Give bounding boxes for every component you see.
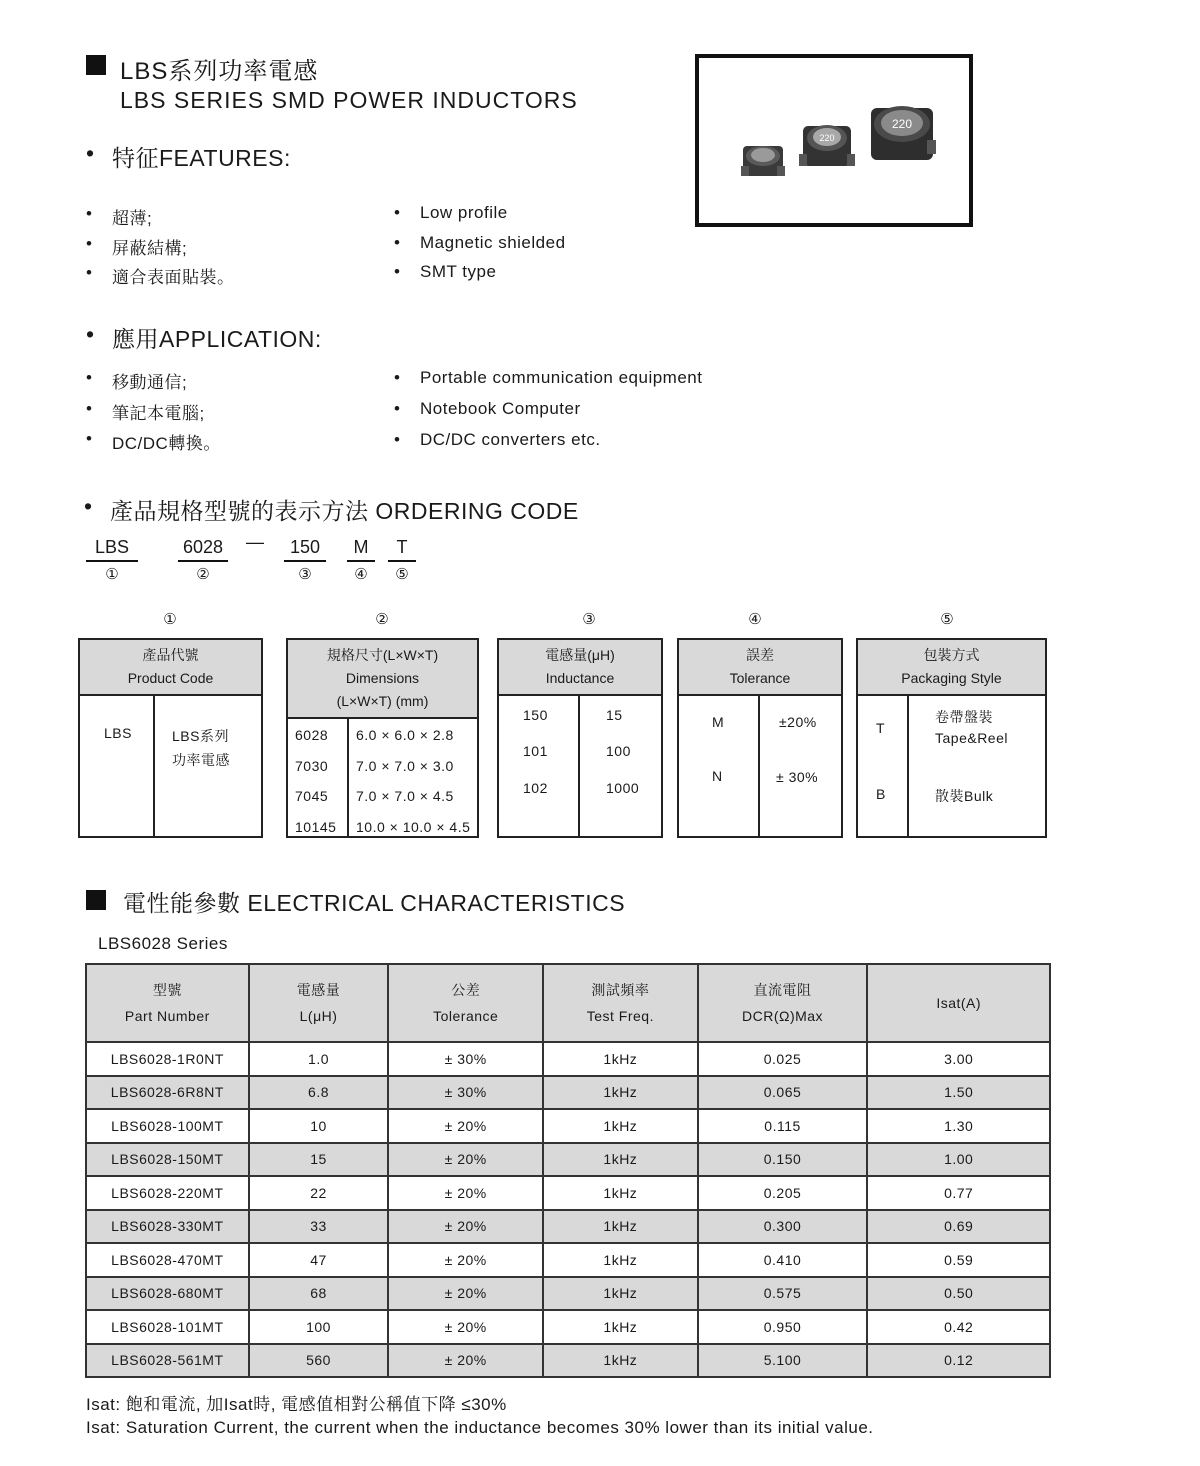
feature-cn-item: • 超薄; xyxy=(112,204,152,229)
dim-code: 7045 xyxy=(295,788,329,804)
divider xyxy=(907,696,909,836)
table-cell: 0.115 xyxy=(698,1109,868,1143)
marker-1: ① xyxy=(105,566,119,583)
table-cell: 22 xyxy=(249,1176,389,1210)
ordering-dash: — xyxy=(246,532,264,552)
marker-2: ② xyxy=(196,566,210,583)
col-header: 公差 Tolerance xyxy=(388,964,543,1042)
table-cell: 10 xyxy=(249,1109,389,1143)
table-row xyxy=(86,1243,1050,1277)
feature-en-item: • SMT type xyxy=(420,262,496,282)
box-header xyxy=(499,640,661,696)
marker-3: ③ xyxy=(298,566,312,583)
header-en: Product Code xyxy=(127,670,214,686)
divider xyxy=(347,719,349,836)
pack-value-cn: 卷帶盤裝 xyxy=(935,709,993,725)
ind-value: 100 xyxy=(606,743,631,759)
tol-value: ±20% xyxy=(779,714,817,730)
product-code-value: LBS xyxy=(104,725,132,741)
marker-5: ⑤ xyxy=(395,566,409,583)
table-cell: ± 20% xyxy=(388,1344,543,1378)
table-cell: 1kHz xyxy=(543,1109,698,1143)
table-cell: 1kHz xyxy=(543,1210,698,1244)
box-header xyxy=(288,640,477,719)
application-cn-item: • DC/DC轉換。 xyxy=(112,429,221,454)
table-cell: ± 20% xyxy=(388,1143,543,1177)
inductor-photo-graphic xyxy=(699,58,969,223)
table-row xyxy=(86,1076,1050,1110)
page-title-cn: LBS系列功率電感 xyxy=(120,58,319,85)
dim-code: 10145 xyxy=(295,819,337,835)
table-header-row xyxy=(86,964,1050,1042)
packaging-box xyxy=(856,638,1047,838)
table-cell: LBS6028-101MT xyxy=(86,1310,249,1344)
table-row xyxy=(86,1310,1050,1344)
divider xyxy=(758,696,760,836)
table-cell: ± 20% xyxy=(388,1210,543,1244)
electrical-heading: 電性能參數 ELECTRICAL CHARACTERISTICS xyxy=(123,890,626,916)
table-row xyxy=(86,1143,1050,1177)
table-cell: 1kHz xyxy=(543,1310,698,1344)
table-cell: ± 30% xyxy=(388,1076,543,1110)
ind-value: 1000 xyxy=(606,780,640,796)
box-marker-3: ③ xyxy=(582,611,596,628)
header-en: Tolerance xyxy=(729,670,791,686)
ind-code: 101 xyxy=(523,743,548,759)
table-cell: 1.50 xyxy=(867,1076,1050,1110)
inductance-box xyxy=(497,638,663,838)
tol-code: M xyxy=(712,714,725,730)
section-square-icon xyxy=(86,890,106,910)
header-cn: 產品代號 xyxy=(142,647,199,663)
dim-value: 10.0 × 10.0 × 4.5 xyxy=(356,819,471,835)
table-row xyxy=(86,1176,1050,1210)
table-cell: 1kHz xyxy=(543,1344,698,1378)
underline xyxy=(347,560,375,562)
box-header xyxy=(679,640,841,696)
table-row xyxy=(86,1042,1050,1076)
application-heading: • 應用APPLICATION: xyxy=(112,321,322,354)
table-cell: 0.12 xyxy=(867,1344,1050,1378)
table-row xyxy=(86,1210,1050,1244)
ordering-part-3: 150 xyxy=(289,537,321,557)
col-header: 電感量 L(μH) xyxy=(249,964,389,1042)
section-square-icon xyxy=(86,55,106,75)
ordering-heading: • 產品規格型號的表示方法 ORDERING CODE xyxy=(110,493,579,526)
ind-code: 102 xyxy=(523,780,548,796)
marking-large: 220 xyxy=(891,117,913,131)
table-cell: 1.00 xyxy=(867,1143,1050,1177)
dim-value: 7.0 × 7.0 × 3.0 xyxy=(356,758,454,774)
box-header xyxy=(858,640,1045,696)
table-row xyxy=(86,1277,1050,1311)
ind-value: 15 xyxy=(606,707,623,723)
table-cell: 0.205 xyxy=(698,1176,868,1210)
table-cell: 1kHz xyxy=(543,1076,698,1110)
table-cell: 1kHz xyxy=(543,1042,698,1076)
ordering-part-2: 6028 xyxy=(182,537,224,557)
divider xyxy=(578,696,580,836)
table-cell: 0.065 xyxy=(698,1076,868,1110)
box-marker-4: ④ xyxy=(748,611,762,628)
pack-value: 散裝Bulk xyxy=(935,788,994,804)
tol-code: N xyxy=(712,768,723,784)
table-cell: 1.0 xyxy=(249,1042,389,1076)
underline xyxy=(86,560,138,562)
ordering-part-5: T xyxy=(396,537,408,557)
table-cell: 0.69 xyxy=(867,1210,1050,1244)
table-cell: ± 20% xyxy=(388,1176,543,1210)
box-marker-1: ① xyxy=(163,611,177,628)
table-cell: 1kHz xyxy=(543,1277,698,1311)
table-cell: ± 20% xyxy=(388,1277,543,1311)
ordering-part-4: M xyxy=(353,537,369,557)
table-row xyxy=(86,1109,1050,1143)
table-cell: 0.150 xyxy=(698,1143,868,1177)
marker-4: ④ xyxy=(354,566,368,583)
electrical-table xyxy=(85,963,1051,1378)
underline xyxy=(388,560,416,562)
table-cell: 1kHz xyxy=(543,1143,698,1177)
ordering-part-1: LBS xyxy=(94,537,130,557)
table-cell: 68 xyxy=(249,1277,389,1311)
table-cell: LBS6028-220MT xyxy=(86,1176,249,1210)
header-units: (L×W×T) (mm) xyxy=(336,693,429,709)
table-cell: 5.100 xyxy=(698,1344,868,1378)
box-header xyxy=(80,640,261,696)
header-cn: 誤差 xyxy=(746,647,774,663)
table-row xyxy=(86,1344,1050,1378)
table-cell: 0.410 xyxy=(698,1243,868,1277)
table-cell: ± 20% xyxy=(388,1109,543,1143)
col-header: 型號 Part Number xyxy=(86,964,249,1042)
table-cell: LBS6028-470MT xyxy=(86,1243,249,1277)
application-cn-item: • 移動通信; xyxy=(112,368,187,393)
application-en-item: • DC/DC converters etc. xyxy=(420,430,601,450)
table-cell: LBS6028-1R0NT xyxy=(86,1042,249,1076)
dim-value: 7.0 × 7.0 × 4.5 xyxy=(356,788,454,804)
dim-code: 7030 xyxy=(295,758,329,774)
table-cell: LBS6028-100MT xyxy=(86,1109,249,1143)
table-cell: ± 20% xyxy=(388,1310,543,1344)
box-marker-5: ⑤ xyxy=(940,611,954,628)
table-cell: 0.950 xyxy=(698,1310,868,1344)
table-cell: 15 xyxy=(249,1143,389,1177)
table-cell: 47 xyxy=(249,1243,389,1277)
underline xyxy=(284,560,326,562)
table-cell: 1kHz xyxy=(543,1176,698,1210)
header-cn: 規格尺寸(L×W×T) xyxy=(326,647,439,663)
pack-code: T xyxy=(876,720,886,736)
note-en: Isat: Saturation Current, the current when the inductance becomes 30% lower than its initial value. xyxy=(86,1418,874,1437)
tol-value: ± 30% xyxy=(776,769,819,785)
table-cell: 0.59 xyxy=(867,1243,1050,1277)
col-header: 直流電阻 DCR(Ω)Max xyxy=(698,964,868,1042)
page-title-en: LBS SERIES SMD POWER INDUCTORS xyxy=(120,87,578,113)
box-marker-2: ② xyxy=(375,611,389,628)
application-en-item: • Portable communication equipment xyxy=(420,368,702,388)
dim-value: 6.0 × 6.0 × 2.8 xyxy=(356,727,454,743)
col-header: Isat(A) xyxy=(867,964,1050,1042)
table-cell: LBS6028-6R8NT xyxy=(86,1076,249,1110)
product-desc-line1: LBS系列 xyxy=(172,728,229,744)
feature-en-item: • Magnetic shielded xyxy=(420,233,566,253)
header-en: Dimensions xyxy=(345,670,420,686)
features-heading: • 特征FEATURES: xyxy=(112,140,291,173)
ind-code: 150 xyxy=(523,707,548,723)
header-en: Inductance xyxy=(545,670,615,686)
application-en-item: • Notebook Computer xyxy=(420,399,581,419)
table-cell: 0.50 xyxy=(867,1277,1050,1311)
feature-cn-item: • 適合表面貼裝。 xyxy=(112,263,235,288)
table-cell: LBS6028-680MT xyxy=(86,1277,249,1311)
series-label: LBS6028 Series xyxy=(98,934,228,953)
product-photo xyxy=(695,54,973,227)
feature-en-item: • Low profile xyxy=(420,203,508,223)
table-cell: ± 20% xyxy=(388,1243,543,1277)
pack-value-en: Tape&Reel xyxy=(935,730,1008,746)
feature-cn-item: • 屏蔽結構; xyxy=(112,234,187,259)
table-cell: 6.8 xyxy=(249,1076,389,1110)
header-cn: 電感量(μH) xyxy=(545,647,615,663)
table-cell: 3.00 xyxy=(867,1042,1050,1076)
table-cell: 0.300 xyxy=(698,1210,868,1244)
table-cell: 1.30 xyxy=(867,1109,1050,1143)
pack-code: B xyxy=(876,786,886,802)
table-cell: 1kHz xyxy=(543,1243,698,1277)
table-cell: 560 xyxy=(249,1344,389,1378)
divider xyxy=(153,696,155,836)
dimensions-box xyxy=(286,638,479,838)
product-desc-line2: 功率電感 xyxy=(172,752,230,768)
table-cell: 33 xyxy=(249,1210,389,1244)
table-cell: 0.025 xyxy=(698,1042,868,1076)
table-cell: LBS6028-150MT xyxy=(86,1143,249,1177)
table-cell: 0.575 xyxy=(698,1277,868,1311)
dim-code: 6028 xyxy=(295,727,329,743)
header-cn: 包裝方式 xyxy=(923,647,980,663)
table-cell: ± 30% xyxy=(388,1042,543,1076)
table-cell: 100 xyxy=(249,1310,389,1344)
tolerance-box xyxy=(677,638,843,838)
underline xyxy=(178,560,228,562)
table-cell: 0.42 xyxy=(867,1310,1050,1344)
application-cn-item: • 筆記本電腦; xyxy=(112,399,205,424)
table-cell: 0.77 xyxy=(867,1176,1050,1210)
marking-mid: 220 xyxy=(819,133,835,143)
col-header: 測試頻率 Test Freq. xyxy=(543,964,698,1042)
table-cell: LBS6028-561MT xyxy=(86,1344,249,1378)
table-cell: LBS6028-330MT xyxy=(86,1210,249,1244)
header-en: Packaging Style xyxy=(901,670,1002,686)
note-cn: Isat: 飽和電流, 加Isat時, 電感值相對公稱值下降 ≤30% xyxy=(86,1395,507,1414)
product-code-box xyxy=(78,638,263,838)
